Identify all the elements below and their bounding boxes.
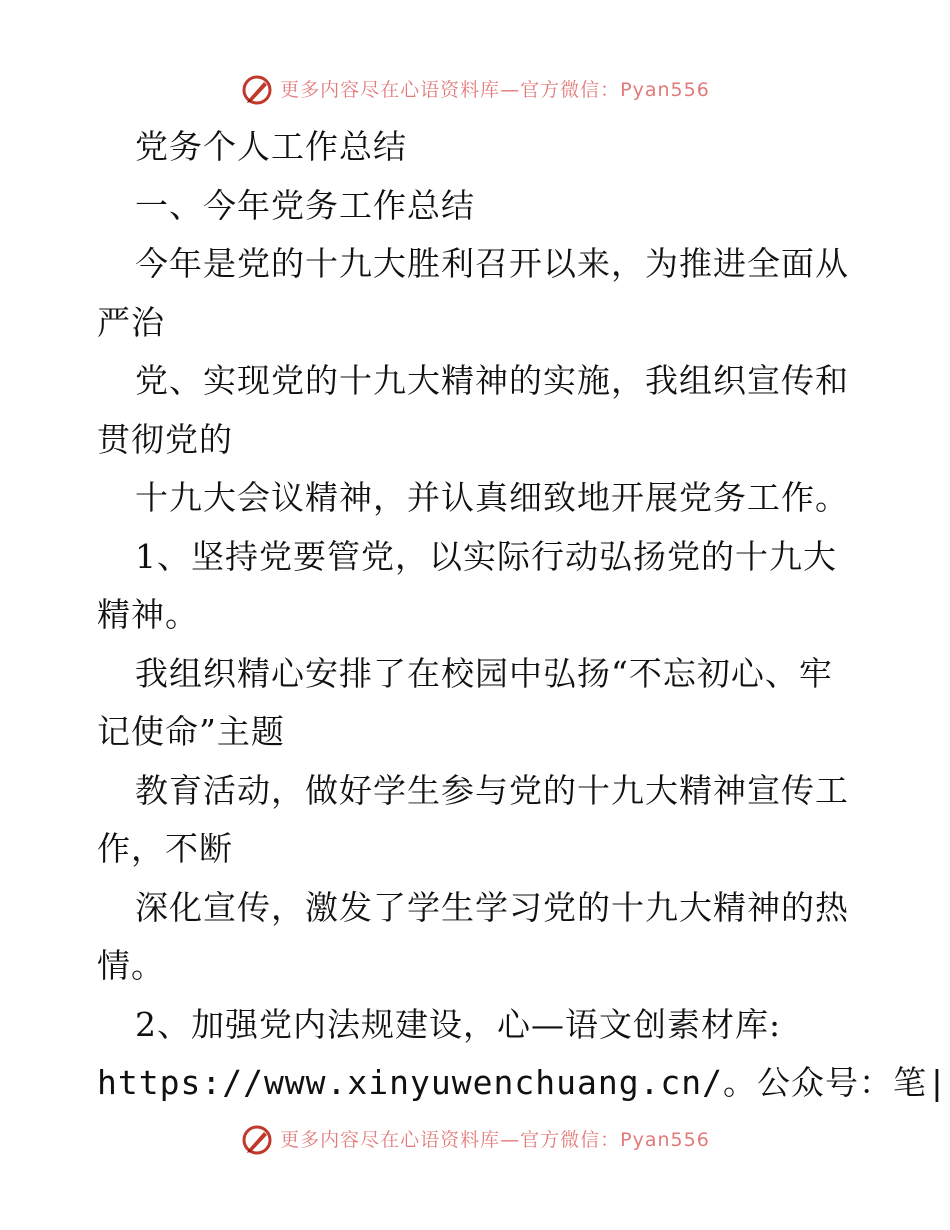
document-line: 十九大会议精神，并认真细致地开展党务工作。 [135, 478, 849, 517]
header-watermark-banner [0, 70, 950, 110]
document-line: 记使命”主题 [97, 712, 285, 751]
footer-watermark [240, 1123, 710, 1157]
document-line: https://www.xinyuwenchuang.cn/。公众号：笔| [97, 1063, 948, 1102]
document-line: 2、加强党内法规建设，心—语文创素材库: [135, 1004, 782, 1044]
document-line: 一、今年党务工作总结 [135, 185, 475, 225]
document-line: 精神。 [97, 595, 199, 634]
document-line: 我组织精心安排了在校园中弘扬“不忘初心、牢 [135, 653, 833, 693]
document-line: 深化宣传，激发了学生学习党的十九大精神的热 [135, 887, 849, 927]
document-line: 情。 [97, 946, 165, 985]
document-line: 1、坚持党要管党，以实际行动弘扬党的十九大 [135, 536, 837, 576]
header-watermark-text: 更多内容尽在心语资料库—官方微信：Pyan556 [280, 78, 710, 101]
document-line: 党务个人工作总结 [135, 127, 407, 166]
document-line: 教育活动，做好学生参与党的十九大精神宣传工 [135, 770, 849, 810]
document-body [97, 118, 948, 1113]
document-line: 今年是党的十九大胜利召开以来，为推进全面从 [135, 244, 849, 283]
pen-logo-icon [240, 73, 274, 107]
document-line: 严治 [97, 302, 165, 342]
document-line: 党、实现党的十九大精神的实施，我组织宣传和 [135, 361, 849, 400]
header-watermark [240, 73, 710, 107]
document-line: 作，不断 [97, 829, 233, 868]
footer-watermark-banner [0, 1120, 950, 1160]
footer-watermark-text: 更多内容尽在心语资料库—官方微信：Pyan556 [280, 1128, 710, 1151]
document-line: 贯彻党的 [97, 419, 233, 459]
pen-logo-icon [240, 1123, 274, 1157]
